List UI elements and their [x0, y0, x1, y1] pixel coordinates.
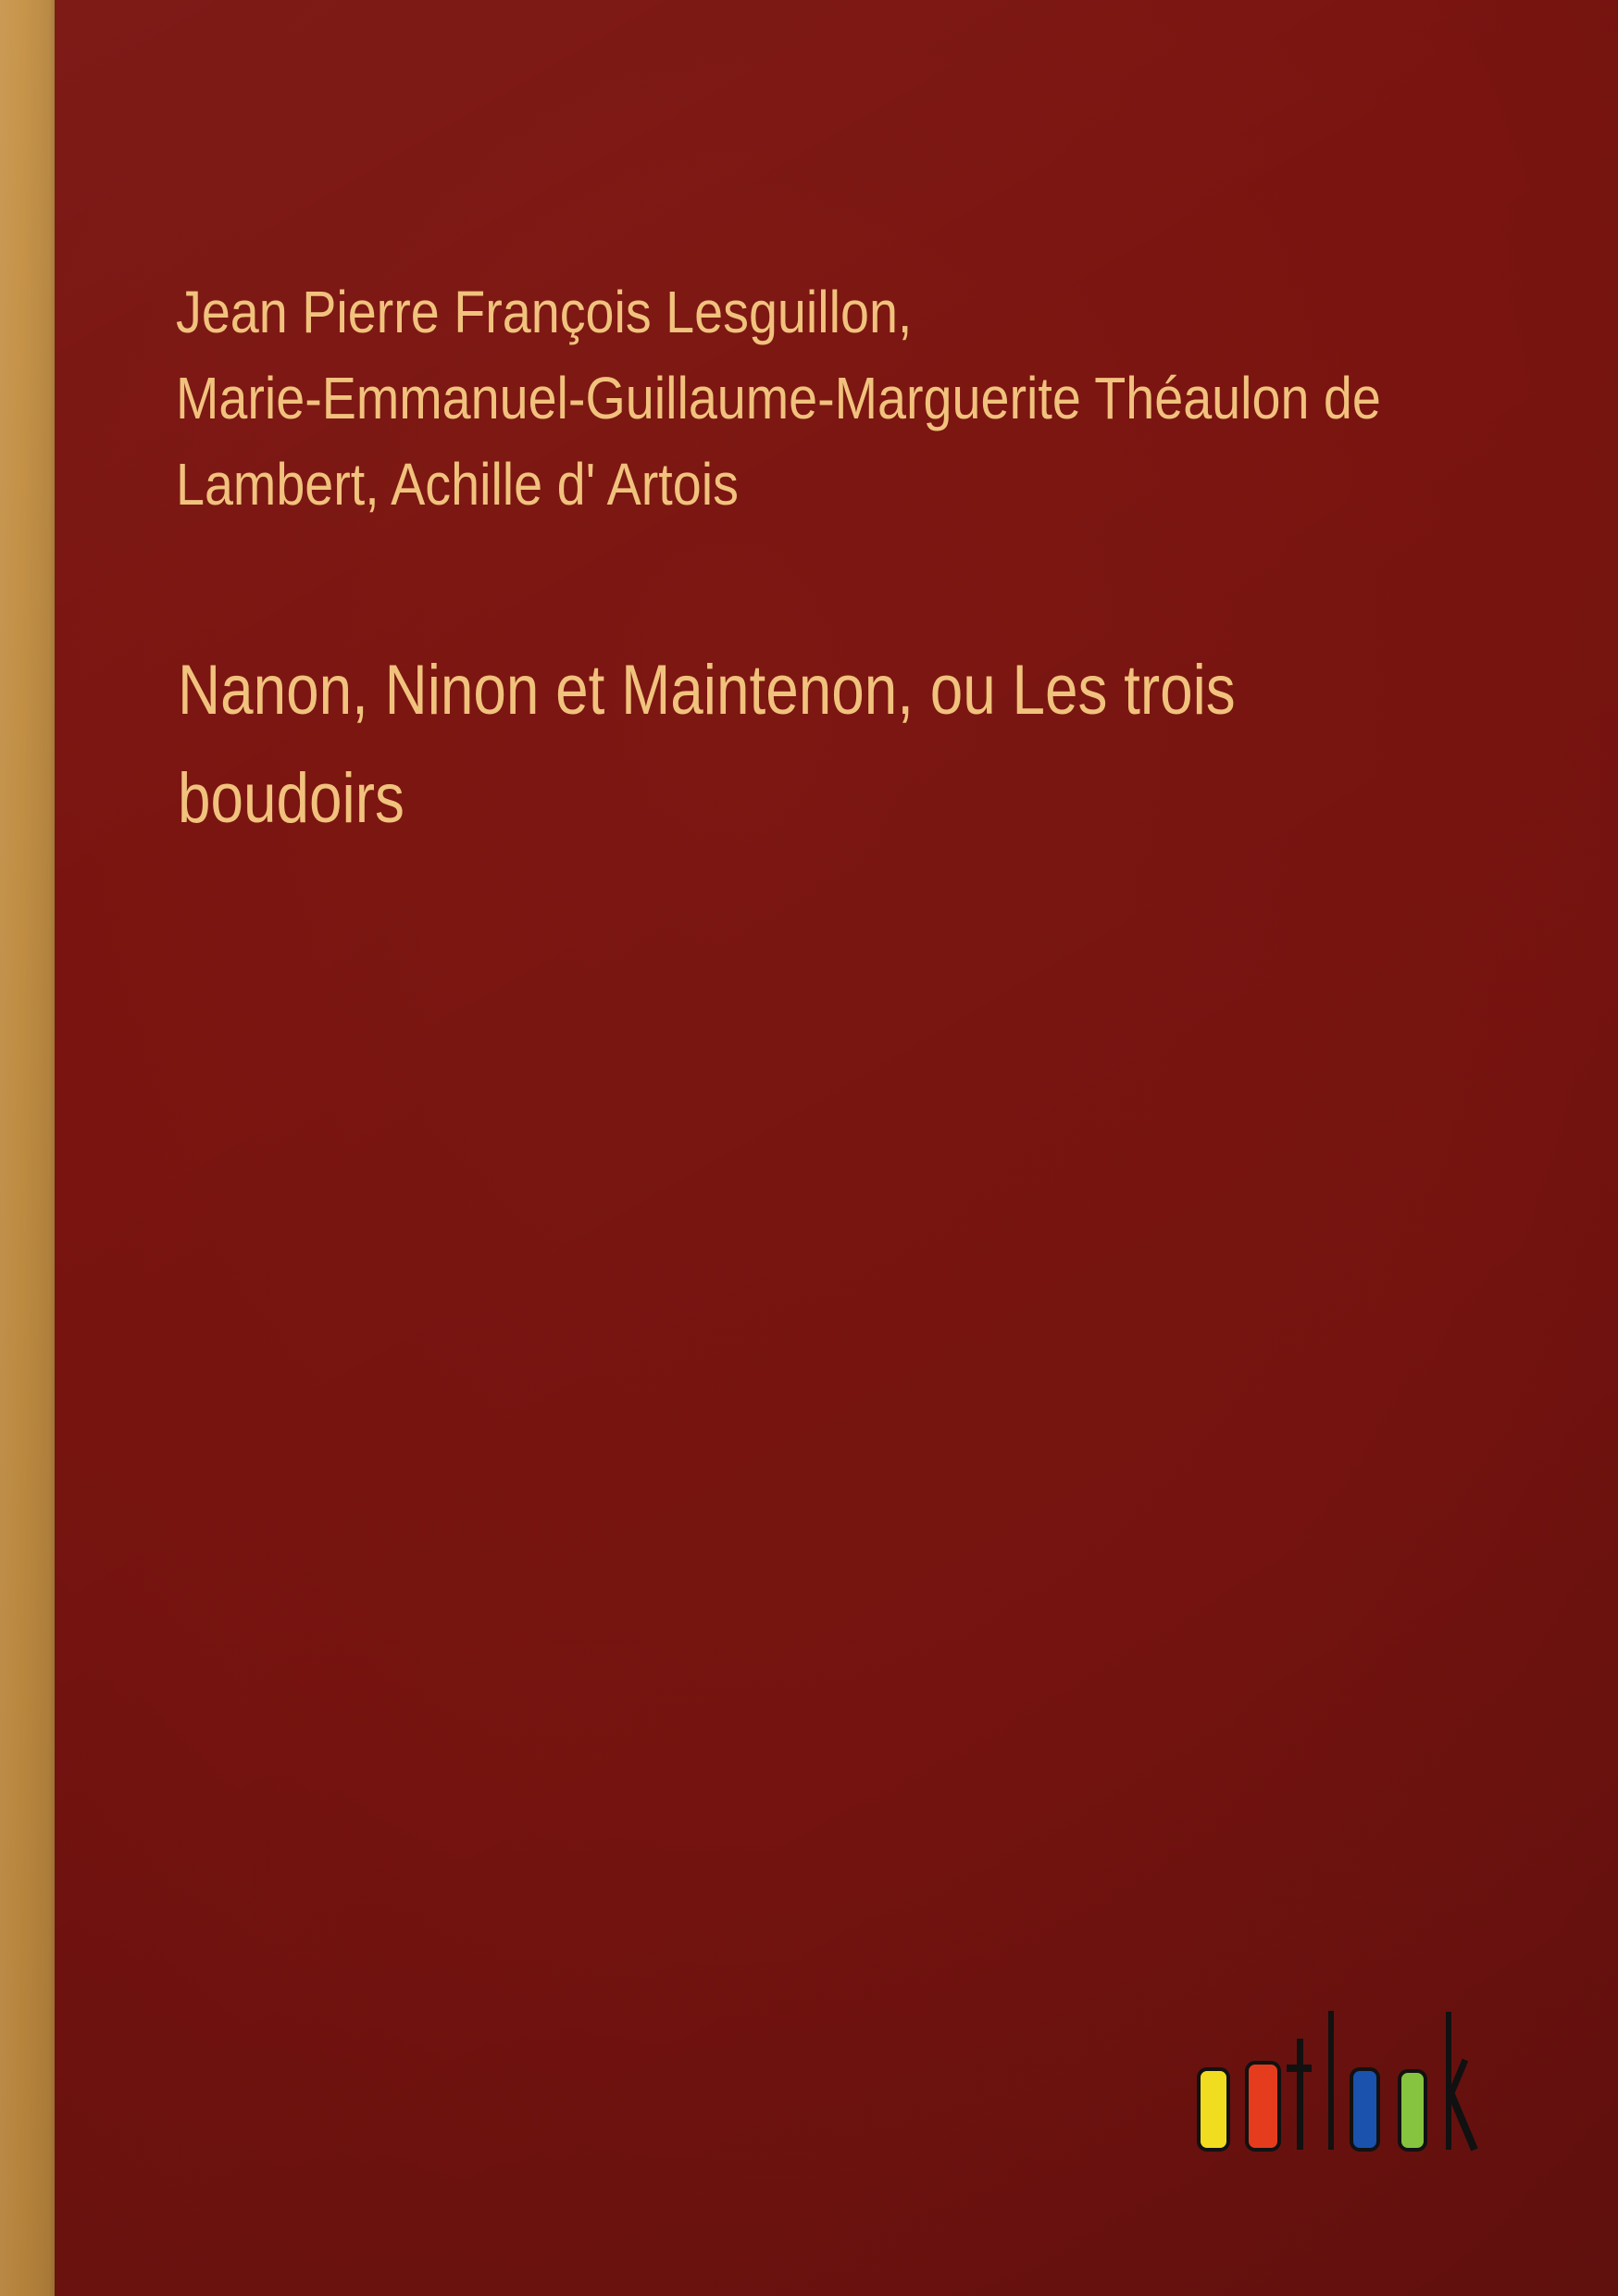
logo-l-stem	[1328, 2011, 1334, 2150]
logo-k-upper-arm	[1450, 2060, 1465, 2095]
book-spine	[0, 0, 55, 2296]
outlook-publisher-logo	[1194, 2004, 1490, 2157]
logo-k-stem	[1446, 2012, 1451, 2150]
logo-t-stem	[1297, 2039, 1303, 2150]
title-line-1: Nanon, Ninon et Maintenon, ou Les trois	[178, 651, 1236, 730]
author-line-1: Jean Pierre François Lesguillon,	[176, 279, 913, 345]
logo-o1-yellow-block	[1199, 2069, 1228, 2150]
author-line-3: Lambert, Achille d' Artois	[176, 451, 739, 518]
logo-o2-blue-block	[1351, 2069, 1378, 2150]
logo-o3-green-block	[1400, 2071, 1425, 2150]
title-line-2: boudoirs	[178, 759, 404, 838]
author-names	[176, 269, 1381, 528]
logo-k-lower-leg	[1450, 2092, 1475, 2150]
author-line-2: Marie-Emmanuel-Guillaume-Marguerite Théaulon de	[176, 365, 1381, 431]
book-title	[178, 636, 1236, 853]
logo-u-red-block	[1247, 2063, 1279, 2150]
logo-t-crossbar	[1287, 2065, 1312, 2072]
